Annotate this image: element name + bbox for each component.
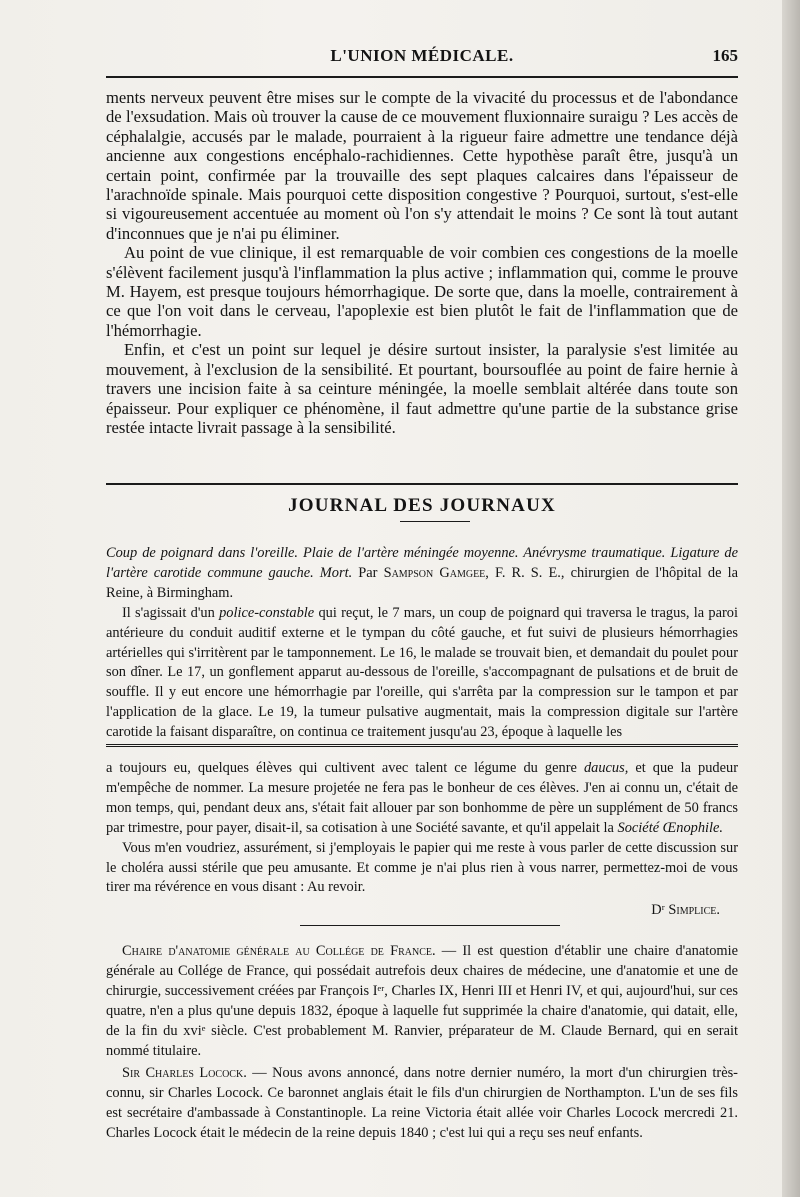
news-item <box>106 1064 738 1144</box>
entry-by: Par <box>358 564 378 581</box>
news-item <box>106 942 738 1061</box>
news-section <box>106 942 738 1144</box>
entry-text: Il s'agissait d'un <box>122 604 215 621</box>
article-continuation <box>106 88 738 437</box>
section-title-underline <box>400 521 470 522</box>
entry-title: Coup de poignard dans l'oreille. Plaie de l'artère méningée moyenne. Anévrysme traumatique. Ligature de l'artère carotide commune gauche. Mort. <box>106 545 738 581</box>
paragraph: ments nerveux peuvent être mises sur le compte de la vivacité du processus et de l'abondance de l'exsudation. Mais où trouver la cause de ce mouvement fluxionnaire suraigu ? Les accès de céphalalgie, accusés par le malade, pourraient à la rigueur faire admettre une tendance déjà ancienne aux congestions encéphalo-rachidiennes. Cette hypothèse paraît être, jusqu'à un certain point, confirmée par la trouvaille des sept plaques calcaires dans l'épaisseur de l'arachnoïde spinale. Mais pourquoi cette disposition congestive ? Pourquoi, surtout, s'est-elle si vigoureusement accentuée au moment où l'on s'y attendait le moins ? Ce sont là tout autant d'inconnues que je n'ai pu éliminer. <box>106 88 738 243</box>
feuilleton-rule <box>106 744 738 750</box>
page-header <box>106 44 738 72</box>
entry-affiliation: chirurgien de l'hôpital de la Reine, à Birmingham. <box>106 564 738 601</box>
entry-author: Sampson Gamgee, F. R. S. E., <box>383 564 565 581</box>
entry-body <box>106 604 738 743</box>
paragraph: Au point de vue clinique, il est remarquable de voir combien ces congestions de la moelle s'élèvent facilement jusqu'à l'inflammation la plus active ; inflammation qui, comme le prouve M. Hayem, est presque toujours hémorrhagique. De sorte que, dans la moelle, contrairement à ce que l'on voit dans le cerveau, l'apoplexie est bien plutôt le fait de l'inflammation que de l'hémorrhagie. <box>106 243 738 340</box>
feuilleton-italic: Société Œnophile. <box>617 819 724 836</box>
news-item-title: Sir Charles Locock. <box>122 1065 247 1082</box>
news-item-text: — Il est question d'établir une chaire d'anatomie générale au Collége de France, qui possédait autrefois deux chaires de médecine, une d'anatomie et une de chirurgie, successivement créées par François Iᵉʳ, Charles IX, Henri III et Henri IV, et qui, aujourd'hui, sur ces quatre, n'en a plus qu'une depuis 1832, époque à laquelle fut supprimée la chaire d'anatomie, qui datait, elle, de la fin du xviᵉ siècle. C'est probablement M. Ranvier, préparateur de M. Claude Bernard, qui en serait nommé titulaire. <box>106 943 738 1059</box>
paragraph: Vous m'en voudriez, assurément, si j'employais le papier qui me reste à vous parler de cette discussion sur le choléra aussi stérile que peu amusante. Et comme je n'ai plus rien à vous narrer, permettez-moi de vous tirer ma révérence en vous disant : Au revoir. <box>106 839 738 896</box>
section-title: JOURNAL DES JOURNAUX <box>288 495 556 516</box>
entry-heading <box>106 544 738 604</box>
section-rule <box>106 483 738 485</box>
news-separator <box>300 925 560 926</box>
feuilleton-column <box>106 759 738 898</box>
entry-text: qui reçut, le 7 mars, un coup de poignard qui traversa le tragus, la paroi antérieure du conduit auditif externe et le tympan du côté gauche, et fut suivi de plusieurs hémorrhagies artérielles qui s'irritèrent par le tamponnement. Le 16, le malade se trouvait bien, et demandait du poulet pour son dîner. Le 17, un gonflement apparut au-dessous de l'oreille, s'accompagnant de pulsations et de bruit de souffle. Il y eut encore une hémorrhagie par l'oreille, qui s'arrêta par la compression sur le tampon et par l'application de la glace. Le 19, la tumeur pulsative augmentait, mais la compression digitale sur l'artère carotide la faisant disparaître, on continua ce traitement jusqu'au 23, époque à laquelle les <box>106 604 738 741</box>
paragraph <box>106 759 738 839</box>
page-number: 165 <box>712 46 738 65</box>
signature: Dʳ Simplice. <box>651 902 720 918</box>
feuilleton-text: a toujours eu, quelques élèves qui cultivent avec talent ce légume du genre <box>106 760 577 776</box>
entry-italic-term: police-constable <box>219 604 315 621</box>
page-gutter-shadow <box>782 0 800 1197</box>
journal-title: L'UNION MÉDICALE. <box>330 46 514 65</box>
news-item-text: — Nous avons annoncé, dans notre dernier numéro, la mort d'un chirurgien très-connu, sir Charles Locock. Ce baronnet anglais était le fils d'un chirurgien de Northampton. L'un de ses fils est secrétaire d'ambassade à Constantinople. La reine Victoria était allée voir Charles Locock mercredi 21. Charles Locock était le médecin de la reine depuis 1840 ; c'est lui qui a reçu ses neuf enfants. <box>106 1065 738 1142</box>
header-rule <box>106 76 738 78</box>
news-item-title: Chaire d'anatomie générale au Collége de France. <box>122 943 436 959</box>
feuilleton-italic: daucus, <box>583 760 629 776</box>
paragraph: Enfin, et c'est un point sur lequel je désire surtout insister, la paralysie s'est limitée au mouvement, à l'exclusion de la sensibilité. Et pourtant, boursouflée au point de faire hernie à travers une incision faite à sa ceinture méningée, la moelle semblait altérée dans toute son épaisseur. Pour expliquer ce phénomène, il faut admettre qu'une partie de la substance grise restée intacte livrait passage à la sensibilité. <box>106 340 738 437</box>
journal-entry <box>106 544 738 743</box>
feuilleton-text: et que la pudeur m'empêche de nommer. La mesure projetée ne fera pas le bonheur de ces élèves. J'en ai connu un, c'était de mon temps, qui, pendant deux ans, s'était fait allouer par son bonhomme de père un supplément de 50 francs par trimestre, pour payer, disait-il, sa cotisation à une Société savante, et qu'il appelait la <box>106 760 738 836</box>
